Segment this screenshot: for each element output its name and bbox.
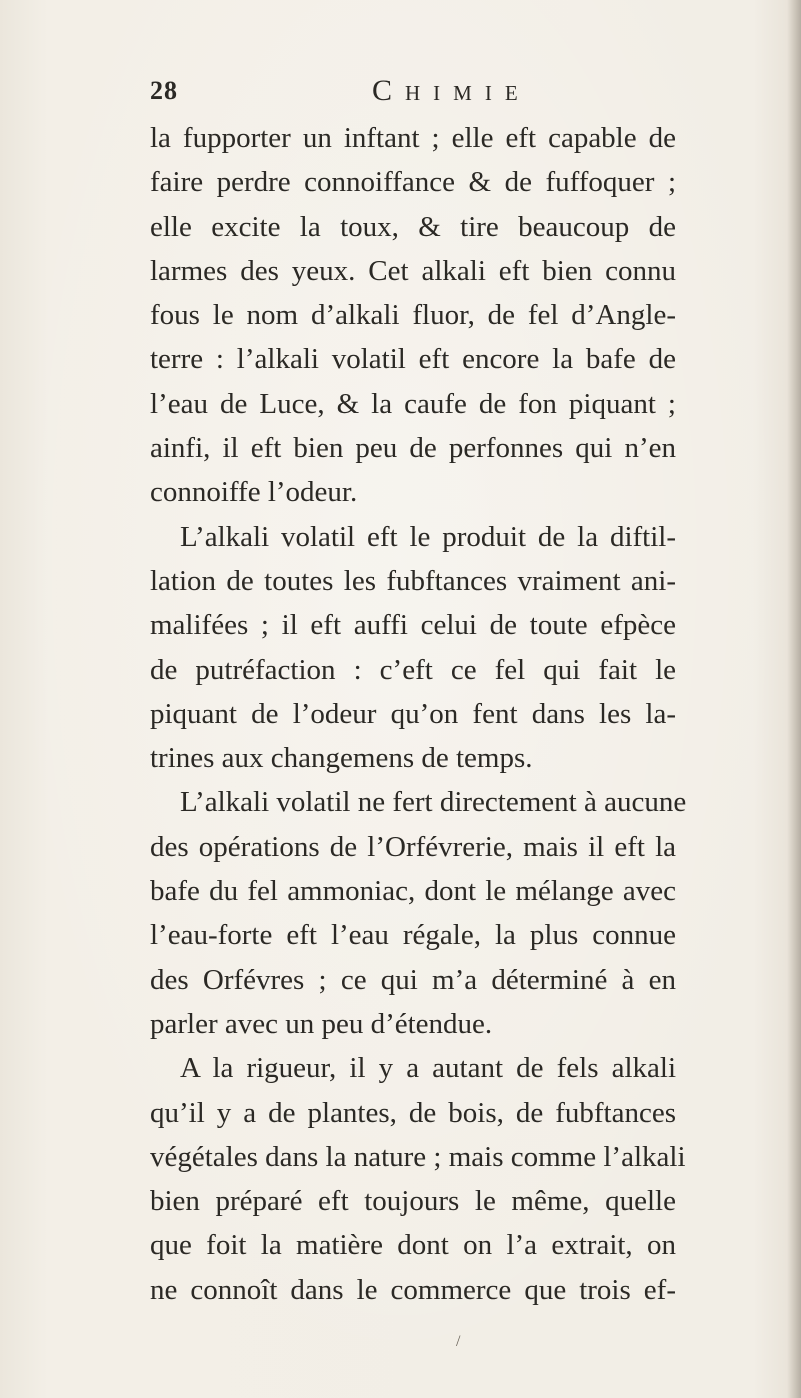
text-line: l’eau de Luce, & la caufe de fon piquant ; — [150, 387, 676, 420]
text-line: des Orfévres ; ce qui m’a déterminé à en — [150, 963, 676, 996]
text-line: la fupporter un inftant ; elle eft capable de — [150, 122, 676, 154]
text-line: elle excite la toux, & tire beaucoup de — [150, 210, 676, 243]
text-line: ainfi, il eft bien peu de perfonnes qui n’en — [150, 432, 676, 465]
paragraph-start-line: L’alkali volatil ne fert directement à aucune — [180, 786, 687, 819]
text-line: faire perdre connoiffance & de fuffoquer ; — [150, 166, 676, 199]
text-line: ne connoît dans le commerce que trois ef- — [150, 1273, 676, 1306]
text-line: de putréfaction : c’eft ce fel qui fait le — [150, 653, 676, 686]
text-line: lation de toutes les fubftances vraiment ani- — [150, 564, 676, 597]
text-line: végétales dans la nature ; mais comme l’alkali — [150, 1140, 686, 1173]
text-line: piquant de l’odeur qu’on fent dans les la- — [150, 697, 676, 730]
running-title: Chimie — [372, 74, 531, 107]
text-line: bien préparé eft toujours le même, quelle — [150, 1185, 676, 1218]
paper-speck: / — [456, 1333, 461, 1350]
text-line: parler avec un peu d’étendue. — [150, 1007, 493, 1040]
body-text — [150, 116, 687, 1312]
page-number: 28 — [150, 76, 178, 105]
text-line: fous le nom d’alkali fluor, de fel d’Angle- — [150, 299, 676, 332]
text-line: bafe du fel ammoniac, dont le mélange avec — [150, 875, 676, 908]
paragraph-start-line: A la rigueur, il y a autant de fels alkali — [180, 1052, 676, 1085]
text-line: terre : l’alkali volatil eft encore la bafe de — [150, 343, 676, 376]
text-line: connoiffe l’odeur. — [150, 476, 358, 509]
text-line: que foit la matière dont on l’a extrait, on — [150, 1229, 676, 1262]
running-head — [0, 74, 801, 114]
text-line: qu’il y a de plantes, de bois, de fubftances — [150, 1096, 676, 1129]
text-line: des opérations de l’Orfévrerie, mais il eft la — [150, 830, 676, 863]
text-line: trines aux changemens de temps. — [150, 742, 533, 775]
text-line: malifées ; il eft auffi celui de toute efpèce — [150, 609, 676, 642]
paragraph-start-line: L’alkali volatil eft le produit de la diftil- — [180, 520, 676, 553]
page-edge-shadow — [787, 0, 801, 1398]
text-line: larmes des yeux. Cet alkali eft bien connu — [150, 254, 676, 287]
text-line: l’eau-forte eft l’eau régale, la plus connue — [150, 919, 676, 952]
